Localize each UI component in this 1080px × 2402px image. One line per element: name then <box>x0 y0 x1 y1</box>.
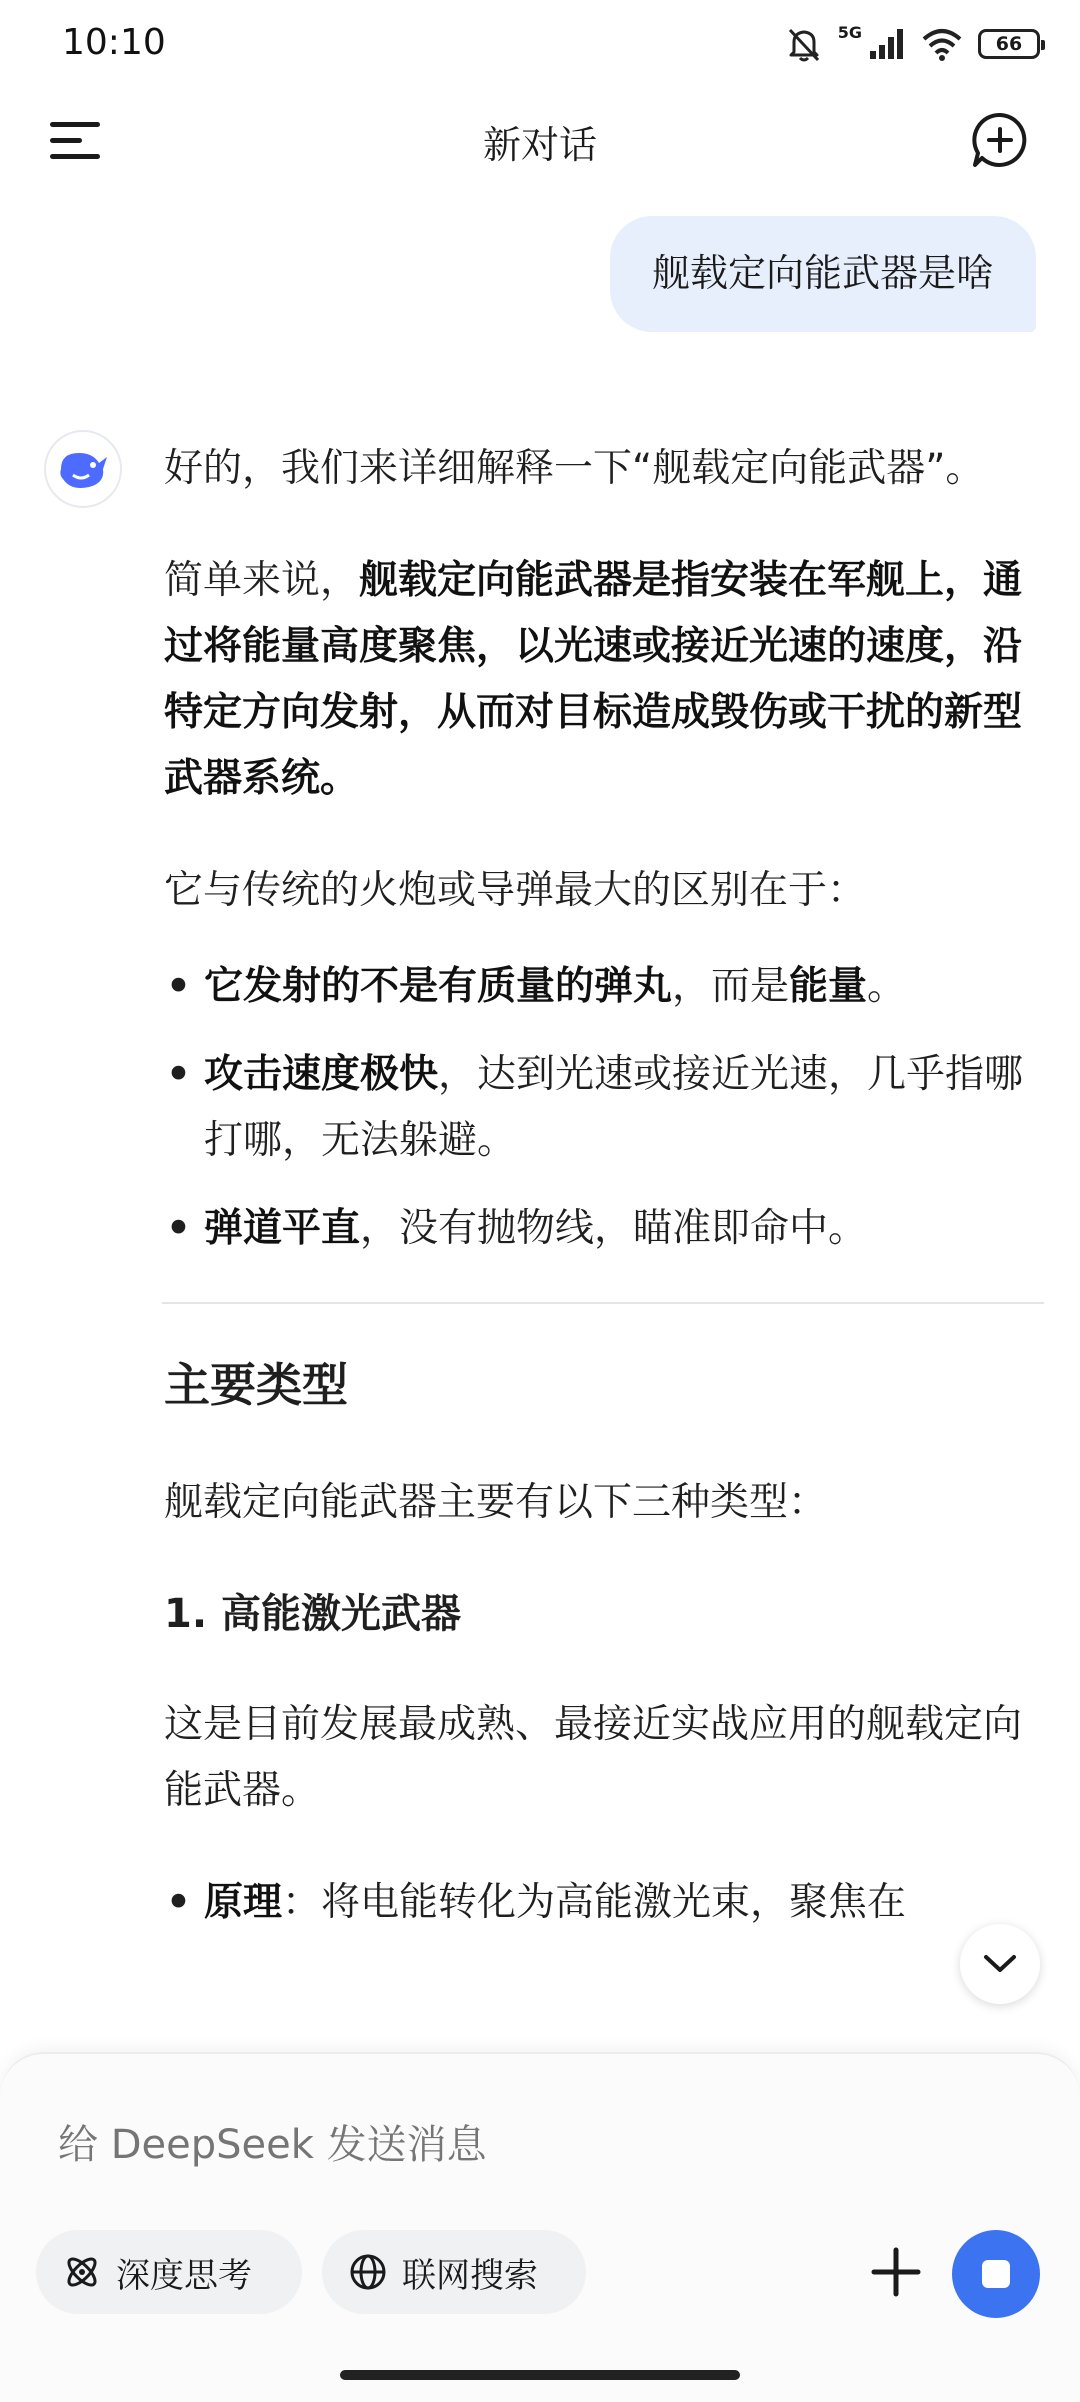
list-item <box>164 1042 1044 1174</box>
bullet-text: ，而是 <box>672 964 790 1009</box>
section-divider <box>162 1302 1044 1304</box>
stop-icon <box>982 2260 1010 2288</box>
bullet-text: ，没有抛物线，瞄准即命中。 <box>360 1206 868 1251</box>
bullet-text: 。 <box>867 964 907 1009</box>
section-title: 主要类型 <box>164 1358 348 1412</box>
difference-intro: 它与传统的火炮或导弹最大的区别在于： <box>164 868 867 913</box>
assistant-avatar <box>44 430 122 508</box>
answer-definition <box>164 548 1044 812</box>
status-icons <box>784 24 1040 64</box>
wifi-icon <box>920 27 964 61</box>
new-chat-icon[interactable] <box>970 110 1030 170</box>
bullet-text: ：将电能转化为高能激光束，聚焦在 <box>282 1880 907 1925</box>
deep-think-button[interactable] <box>36 2230 302 2314</box>
composer-panel <box>0 2052 1080 2402</box>
list-item <box>164 1196 1044 1262</box>
chevron-down-icon <box>982 1953 1018 1975</box>
network-type: 5G <box>837 22 862 42</box>
list-item <box>164 1870 1044 1936</box>
difference-list <box>164 954 1044 1262</box>
user-message-bubble: 舰载定向能武器是啥 <box>610 216 1036 332</box>
web-search-label: 联网搜索 <box>402 2255 538 2296</box>
web-search-button[interactable] <box>322 2230 586 2314</box>
status-bar <box>0 0 1080 90</box>
definition-bold: 舰载定向能武器是指安装在军舰上，通过将能量高度聚焦，以光速或接近光速的速度，沿特定方向发射，从而对目标造成毁伤或干扰的新型武器系统。 <box>164 558 1023 801</box>
mute-bell-icon <box>784 24 824 64</box>
bullet-text: ，达到光速或接近光速，几乎指哪打哪，无法躲避。 <box>204 1052 1024 1163</box>
assistant-answer <box>164 436 1044 1976</box>
type1-list <box>164 1870 1044 1936</box>
bullet-bold: 原理 <box>204 1880 283 1925</box>
status-time: 10:10 <box>62 22 166 63</box>
battery-level: 66 <box>995 33 1023 55</box>
attach-plus-icon[interactable] <box>868 2244 924 2300</box>
types-intro: 舰载定向能武器主要有以下三种类型： <box>164 1480 828 1525</box>
answer-intro: 好的，我们来详细解释一下“舰载定向能武器”。 <box>164 446 985 491</box>
deep-think-label: 深度思考 <box>116 2255 252 2296</box>
home-indicator[interactable] <box>340 2370 740 2380</box>
globe-icon <box>348 2252 388 2292</box>
list-item <box>164 954 1044 1020</box>
stop-generation-button[interactable] <box>952 2230 1040 2318</box>
bullet-bold: 弹道平直 <box>204 1206 361 1251</box>
header <box>0 100 1080 180</box>
bullet-bold: 攻击速度极快 <box>204 1052 439 1097</box>
atom-icon <box>62 2252 102 2292</box>
signal-icon <box>868 27 906 61</box>
deepseek-whale-icon <box>55 445 111 493</box>
bullet-bold: 能量 <box>789 964 868 1009</box>
scroll-to-bottom-button[interactable] <box>960 1924 1040 2004</box>
message-input[interactable] <box>56 2114 960 2176</box>
type1-desc: 这是目前发展最成熟、最接近实战应用的舰载定向能武器。 <box>164 1702 1023 1813</box>
battery-indicator <box>978 29 1040 59</box>
bullet-bold: 它发射的不是有质量的弹丸 <box>204 964 673 1009</box>
definition-prefix: 简单来说， <box>164 558 360 603</box>
type1-title: 1. 高能激光武器 <box>164 1591 461 1637</box>
page-title: 新对话 <box>482 123 597 167</box>
